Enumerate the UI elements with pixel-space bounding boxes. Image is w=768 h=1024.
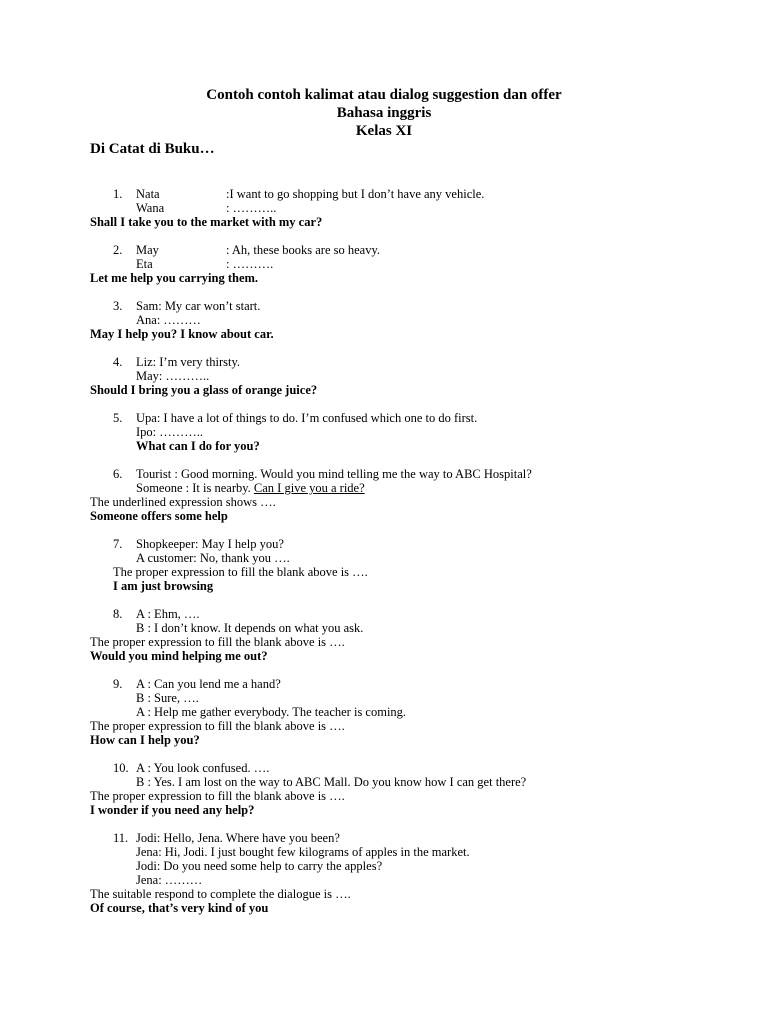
doc-title: Contoh contoh kalimat atau dialog suggestion dan offer — [206, 87, 562, 103]
dialog-line: Sam: My car won’t start. — [136, 299, 261, 313]
dialog-line: Shopkeeper: May I help you? — [136, 537, 284, 551]
dialog-line — [136, 481, 365, 495]
answer-text: Should I bring you a glass of orange juice? — [90, 383, 318, 397]
dialog-line: May: ……….. — [136, 369, 210, 383]
answer-text: Someone offers some help — [90, 509, 228, 523]
dialog-line: Ipo: ……….. — [136, 425, 204, 439]
question-text: The proper expression to fill the blank above is …. — [113, 565, 368, 579]
answer-text: Of course, that’s very kind of you — [90, 901, 269, 915]
item-number: 3. — [113, 299, 123, 313]
answer-text: Shall I take you to the market with my car? — [90, 215, 323, 229]
dialog-line: A : You look confused. …. — [136, 761, 270, 775]
dialog-line: Jodi: Do you need some help to carry the apples? — [136, 859, 383, 873]
dialog-line: Tourist : Good morning. Would you mind telling me the way to ABC Hospital? — [136, 467, 532, 481]
underlined-expression: Can I give you a ride? — [253, 481, 365, 495]
answer-text: I wonder if you need any help? — [90, 803, 255, 817]
speaker-name: Eta — [136, 257, 153, 271]
dialog-line: Jena: ……… — [136, 873, 203, 887]
dialog-line: A : Can you lend me a hand? — [136, 677, 281, 691]
dialog-line: : Ah, these books are so heavy. — [226, 243, 381, 257]
item-number: 4. — [113, 355, 123, 369]
dialog-line: Ana: ……… — [136, 313, 201, 327]
dialog-text: Someone : It is nearby. — [136, 481, 251, 495]
item-number: 6. — [113, 467, 123, 481]
dialog-line: B : Sure, …. — [136, 691, 199, 705]
dialog-line: Jodi: Hello, Jena. Where have you been? — [136, 831, 340, 845]
speaker-name: Wana — [136, 201, 165, 215]
item-number: 8. — [113, 607, 123, 621]
doc-instruction: Di Catat di Buku… — [90, 141, 215, 157]
dialog-line: B : Yes. I am lost on the way to ABC Mall. Do you know how I can get there? — [136, 775, 527, 789]
doc-subject: Bahasa inggris — [336, 105, 432, 121]
dialog-line: : ………. — [226, 257, 274, 271]
dialog-line: A customer: No, thank you …. — [136, 551, 290, 565]
item-number: 11. — [113, 831, 129, 845]
answer-text: May I help you? I know about car. — [90, 327, 274, 341]
question-text: The underlined expression shows …. — [90, 495, 276, 509]
item-number: 7. — [113, 537, 123, 551]
answer-text: Let me help you carrying them. — [90, 271, 259, 285]
dialog-line: B : I don’t know. It depends on what you ask. — [136, 621, 364, 635]
question-text: The proper expression to fill the blank above is …. — [90, 719, 345, 733]
dialog-line: Jena: Hi, Jodi. I just bought few kilograms of apples in the market. — [136, 845, 470, 859]
dialog-line: : ……….. — [226, 201, 277, 215]
answer-text: How can I help you? — [90, 733, 200, 747]
dialog-line: :I want to go shopping but I don’t have any vehicle. — [226, 187, 485, 201]
answer-text: Would you mind helping me out? — [90, 649, 268, 663]
dialog-line: A : Ehm, …. — [136, 607, 200, 621]
speaker-name: May — [136, 243, 159, 257]
question-text: The proper expression to fill the blank above is …. — [90, 789, 345, 803]
item-number: 2. — [113, 243, 123, 257]
answer-text: What can I do for you? — [136, 439, 260, 453]
item-number: 9. — [113, 677, 123, 691]
question-text: The suitable respond to complete the dialogue is …. — [90, 887, 351, 901]
item-number: 10. — [113, 761, 129, 775]
speaker-name: Nata — [136, 187, 160, 201]
doc-class: Kelas XI — [355, 123, 413, 139]
item-number: 1. — [113, 187, 123, 201]
dialog-line: A : Help me gather everybody. The teacher is coming. — [136, 705, 407, 719]
question-text: The proper expression to fill the blank above is …. — [90, 635, 345, 649]
dialog-line: Liz: I’m very thirsty. — [136, 355, 241, 369]
item-number: 5. — [113, 411, 123, 425]
answer-text: I am just browsing — [113, 579, 214, 593]
dialog-line: Upa: I have a lot of things to do. I’m confused which one to do first. — [136, 411, 478, 425]
